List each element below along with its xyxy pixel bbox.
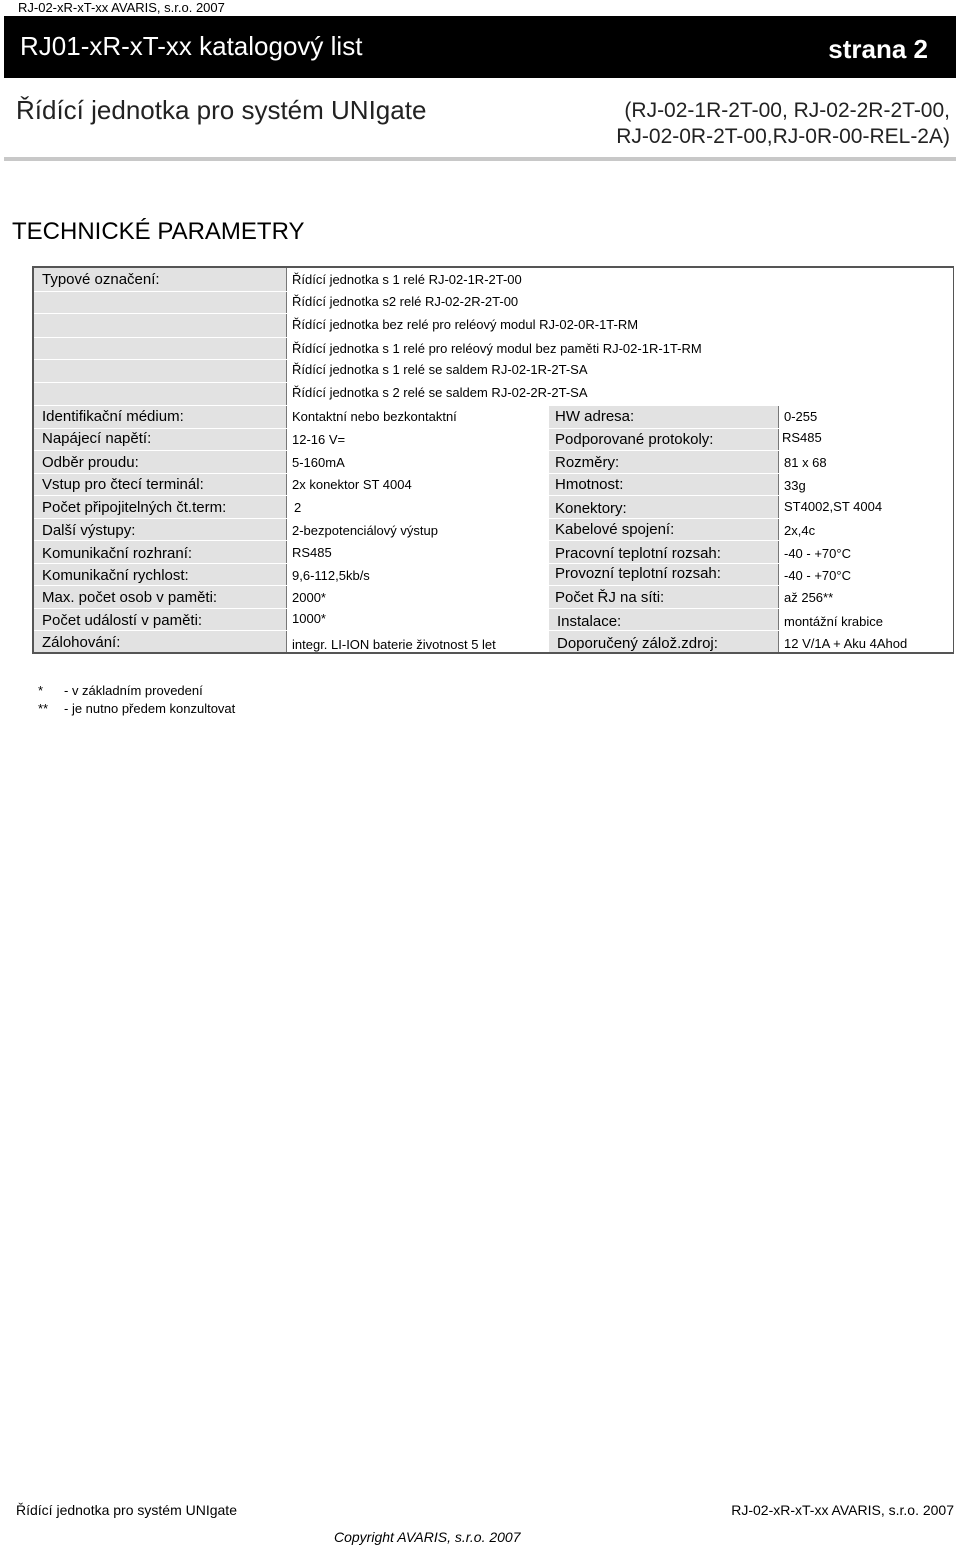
param-value: 9,6-112,5kb/s	[292, 568, 370, 583]
param-label: Doporučený zálož.zdroj:	[557, 635, 718, 652]
param-label: Pracovní teplotní rozsah:	[555, 545, 721, 562]
param-value: 2x,4c	[784, 523, 816, 538]
param-value: -40 - +70°C	[784, 546, 851, 561]
param-value: 2x konektor ST 4004	[292, 477, 412, 492]
param-value: 12 V/1A + Aku 4Ahod	[784, 636, 908, 651]
type-item: Řídící jednotka s 2 relé se saldem RJ-02-2R-2T-SA	[292, 385, 588, 400]
title-bar	[4, 16, 956, 78]
footer-right: RJ-02-xR-xT-xx AVARIS, s.r.o. 2007	[731, 1502, 954, 1518]
type-item: Řídící jednotka s 1 relé RJ-02-1R-2T-00	[292, 272, 522, 287]
param-label: Komunikační rychlost:	[42, 567, 189, 584]
param-value: ST4002,ST 4004	[784, 499, 883, 514]
page-number: strana 2	[828, 34, 928, 64]
param-value: integr. LI-ION baterie životnost 5 let	[292, 637, 496, 652]
param-value: až 256**	[784, 590, 834, 605]
product-codes	[550, 98, 950, 150]
product-codes-line1: (RJ-02-1R-2T-00, RJ-02-2R-2T-00,	[624, 99, 950, 122]
footnote	[38, 700, 235, 718]
param-label: Rozměry:	[555, 454, 620, 471]
footer-left: Řídící jednotka pro systém UNIgate	[16, 1502, 237, 1518]
param-label: Počet ŘJ na síti:	[555, 589, 665, 606]
param-value: montážní krabice	[784, 614, 883, 629]
param-value: RS485	[782, 430, 822, 445]
type-item: Řídící jednotka s 1 relé pro reléový modul bez paměti RJ-02-1R-1T-RM	[292, 341, 702, 356]
type-item: Řídící jednotka bez relé pro reléový modul RJ-02-0R-1T-RM	[292, 317, 639, 332]
param-label: Podporované protokoly:	[555, 431, 714, 448]
product-codes-line2: RJ-02-0R-2T-00,RJ-0R-00-REL-2A)	[616, 125, 950, 148]
param-value: 2-bezpotenciálový výstup	[292, 523, 438, 538]
param-value: 1000*	[292, 611, 326, 626]
param-label: Zálohování:	[42, 634, 121, 651]
section-title: TECHNICKÉ PARAMETRY	[12, 218, 305, 245]
footnotes	[38, 682, 235, 718]
param-value: 2	[294, 500, 302, 515]
param-label: Instalace:	[557, 613, 622, 630]
param-label: Napájecí napětí:	[42, 430, 152, 447]
param-value: 33g	[784, 478, 806, 493]
param-label: Další výstupy:	[42, 522, 136, 539]
footnote-mark: *	[38, 683, 44, 698]
copyright: Copyright AVARIS, s.r.o. 2007	[334, 1529, 521, 1545]
param-value: 12-16 V=	[292, 432, 346, 447]
param-value: -40 - +70°C	[784, 568, 851, 583]
header-divider	[4, 157, 956, 161]
document-code-header: RJ-02-xR-xT-xx AVARIS, s.r.o. 2007	[18, 0, 225, 15]
param-value: RS485	[292, 545, 332, 560]
param-label: Komunikační rozhraní:	[42, 545, 193, 562]
document-title: RJ01-xR-xT-xx katalogový list	[20, 31, 363, 61]
param-label: Hmotnost:	[555, 476, 624, 493]
param-label: Odběr proudu:	[42, 454, 139, 471]
param-label: Počet událostí v paměti:	[42, 612, 203, 629]
param-value: Kontaktní nebo bezkontaktní	[292, 409, 457, 424]
param-value: 81 x 68	[784, 455, 827, 470]
param-label: Konektory:	[555, 500, 627, 517]
footnote-mark: **	[38, 701, 49, 716]
param-label: HW adresa:	[555, 408, 635, 425]
param-label: Kabelové spojení:	[555, 521, 675, 538]
param-label: Max. počet osob v paměti:	[42, 589, 218, 606]
type-item: Řídící jednotka s 1 relé se saldem RJ-02-1R-2T-SA	[292, 362, 588, 377]
param-value: 2000*	[292, 590, 326, 605]
product-subtitle: Řídící jednotka pro systém UNIgate	[16, 95, 427, 125]
technical-parameters-table	[32, 266, 954, 654]
param-label: Počet připojitelných čt.term:	[42, 499, 227, 516]
param-value: 0-255	[784, 409, 818, 424]
param-value: 5-160mA	[292, 455, 345, 470]
param-label: Vstup pro čtecí terminál:	[42, 476, 204, 493]
type-label: Typové označení:	[42, 271, 160, 288]
type-item: Řídící jednotka s2 relé RJ-02-2R-2T-00	[292, 294, 519, 309]
param-label: Provozní teplotní rozsah:	[555, 565, 721, 582]
footnote-text: - v základním provedení	[64, 683, 203, 698]
param-label: Identifikační médium:	[42, 408, 184, 425]
footnote-text: - je nutno předem konzultovat	[64, 701, 236, 716]
footnote	[38, 682, 235, 700]
